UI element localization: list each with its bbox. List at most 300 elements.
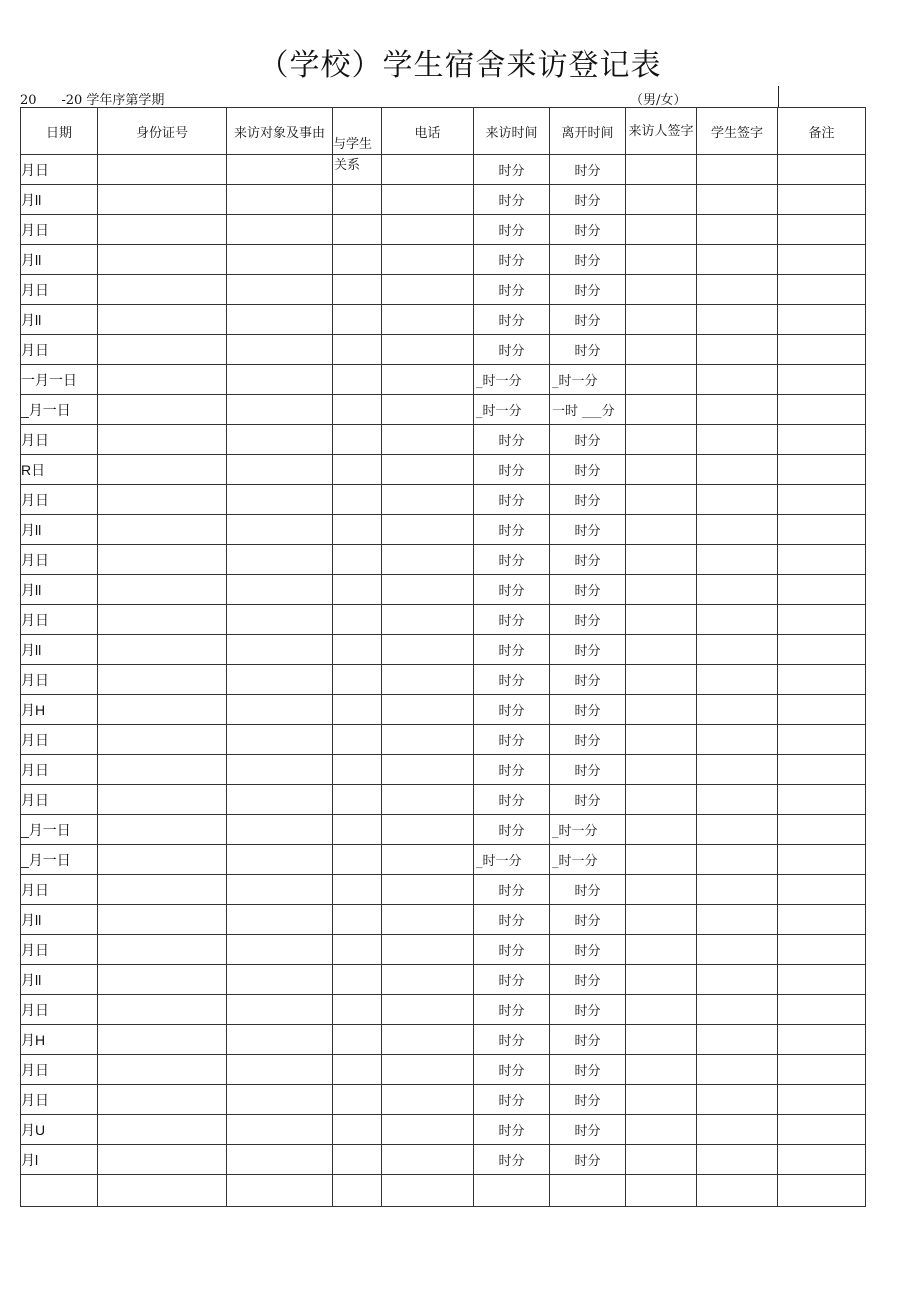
visitor-sign-cell[interactable] bbox=[626, 245, 697, 275]
visitor-sign-cell[interactable] bbox=[626, 545, 697, 575]
visitor-sign-cell[interactable] bbox=[626, 635, 697, 665]
empty-cell[interactable] bbox=[778, 1175, 866, 1207]
phone-cell[interactable] bbox=[382, 365, 474, 395]
id-number-cell[interactable] bbox=[98, 305, 227, 335]
leave-time-cell[interactable]: 时分 bbox=[550, 575, 626, 605]
phone-cell[interactable] bbox=[382, 575, 474, 605]
relation-cell[interactable] bbox=[333, 1025, 382, 1055]
relation-cell[interactable] bbox=[333, 1085, 382, 1115]
remarks-cell[interactable] bbox=[778, 335, 866, 365]
arrive-time-cell[interactable]: 时分 bbox=[474, 725, 550, 755]
relation-cell[interactable] bbox=[333, 965, 382, 995]
phone-cell[interactable] bbox=[382, 155, 474, 185]
leave-time-cell[interactable]: 时分 bbox=[550, 155, 626, 185]
phone-cell[interactable] bbox=[382, 455, 474, 485]
arrive-time-cell[interactable]: 时分 bbox=[474, 785, 550, 815]
relation-cell[interactable] bbox=[333, 1055, 382, 1085]
visit-target-cell[interactable] bbox=[227, 695, 333, 725]
arrive-time-cell[interactable]: 时分 bbox=[474, 245, 550, 275]
visit-target-cell[interactable] bbox=[227, 875, 333, 905]
remarks-cell[interactable] bbox=[778, 185, 866, 215]
date-cell[interactable]: 月日 bbox=[21, 785, 98, 815]
phone-cell[interactable] bbox=[382, 875, 474, 905]
arrive-time-cell[interactable]: 时分 bbox=[474, 695, 550, 725]
remarks-cell[interactable] bbox=[778, 995, 866, 1025]
arrive-time-cell[interactable]: 时分 bbox=[474, 665, 550, 695]
date-cell[interactable]: 月日 bbox=[21, 665, 98, 695]
leave-time-cell[interactable]: 时分 bbox=[550, 905, 626, 935]
id-number-cell[interactable] bbox=[98, 1025, 227, 1055]
arrive-time-cell[interactable]: 时分 bbox=[474, 305, 550, 335]
arrive-time-cell[interactable]: 时分 bbox=[474, 545, 550, 575]
student-sign-cell[interactable] bbox=[697, 215, 778, 245]
leave-time-cell[interactable]: 时分 bbox=[550, 455, 626, 485]
date-cell[interactable]: 月日 bbox=[21, 725, 98, 755]
relation-cell[interactable] bbox=[333, 215, 382, 245]
visit-target-cell[interactable] bbox=[227, 935, 333, 965]
relation-cell[interactable] bbox=[333, 185, 382, 215]
arrive-time-cell[interactable]: 时分 bbox=[474, 455, 550, 485]
visit-target-cell[interactable] bbox=[227, 425, 333, 455]
leave-time-cell[interactable]: 时分 bbox=[550, 1145, 626, 1175]
phone-cell[interactable] bbox=[382, 215, 474, 245]
visitor-sign-cell[interactable] bbox=[626, 815, 697, 845]
date-cell[interactable]: 月l bbox=[21, 1145, 98, 1175]
leave-time-cell[interactable]: 时分 bbox=[550, 605, 626, 635]
leave-time-cell[interactable]: 时分 bbox=[550, 515, 626, 545]
relation-cell[interactable] bbox=[333, 695, 382, 725]
visitor-sign-cell[interactable] bbox=[626, 695, 697, 725]
arrive-time-cell[interactable]: 时分 bbox=[474, 575, 550, 605]
visitor-sign-cell[interactable] bbox=[626, 515, 697, 545]
student-sign-cell[interactable] bbox=[697, 695, 778, 725]
phone-cell[interactable] bbox=[382, 305, 474, 335]
phone-cell[interactable] bbox=[382, 275, 474, 305]
visitor-sign-cell[interactable] bbox=[626, 1085, 697, 1115]
student-sign-cell[interactable] bbox=[697, 395, 778, 425]
visit-target-cell[interactable] bbox=[227, 455, 333, 485]
visitor-sign-cell[interactable] bbox=[626, 665, 697, 695]
phone-cell[interactable] bbox=[382, 515, 474, 545]
student-sign-cell[interactable] bbox=[697, 155, 778, 185]
visit-target-cell[interactable] bbox=[227, 365, 333, 395]
date-cell[interactable]: 月日 bbox=[21, 335, 98, 365]
visitor-sign-cell[interactable] bbox=[626, 335, 697, 365]
leave-time-cell[interactable]: 时分 bbox=[550, 695, 626, 725]
date-cell[interactable]: 月日 bbox=[21, 1055, 98, 1085]
id-number-cell[interactable] bbox=[98, 695, 227, 725]
remarks-cell[interactable] bbox=[778, 875, 866, 905]
student-sign-cell[interactable] bbox=[697, 875, 778, 905]
student-sign-cell[interactable] bbox=[697, 485, 778, 515]
student-sign-cell[interactable] bbox=[697, 545, 778, 575]
leave-time-cell[interactable]: 时分 bbox=[550, 665, 626, 695]
id-number-cell[interactable] bbox=[98, 485, 227, 515]
visit-target-cell[interactable] bbox=[227, 635, 333, 665]
date-cell[interactable]: 月日 bbox=[21, 215, 98, 245]
remarks-cell[interactable] bbox=[778, 665, 866, 695]
student-sign-cell[interactable] bbox=[697, 1085, 778, 1115]
remarks-cell[interactable] bbox=[778, 1055, 866, 1085]
phone-cell[interactable] bbox=[382, 995, 474, 1025]
relation-cell[interactable] bbox=[333, 785, 382, 815]
visit-target-cell[interactable] bbox=[227, 725, 333, 755]
phone-cell[interactable] bbox=[382, 965, 474, 995]
visitor-sign-cell[interactable] bbox=[626, 875, 697, 905]
relation-cell[interactable] bbox=[333, 725, 382, 755]
date-cell[interactable]: 月日 bbox=[21, 425, 98, 455]
arrive-time-cell[interactable]: 时分 bbox=[474, 185, 550, 215]
leave-time-cell[interactable]: _时一分 bbox=[550, 845, 626, 875]
arrive-time-cell[interactable]: 时分 bbox=[474, 905, 550, 935]
empty-cell[interactable] bbox=[626, 1175, 697, 1207]
remarks-cell[interactable] bbox=[778, 305, 866, 335]
visitor-sign-cell[interactable] bbox=[626, 575, 697, 605]
phone-cell[interactable] bbox=[382, 485, 474, 515]
id-number-cell[interactable] bbox=[98, 665, 227, 695]
empty-cell[interactable] bbox=[382, 1175, 474, 1207]
date-cell[interactable]: 月日 bbox=[21, 275, 98, 305]
empty-cell[interactable] bbox=[227, 1175, 333, 1207]
student-sign-cell[interactable] bbox=[697, 815, 778, 845]
remarks-cell[interactable] bbox=[778, 1085, 866, 1115]
phone-cell[interactable] bbox=[382, 1145, 474, 1175]
id-number-cell[interactable] bbox=[98, 995, 227, 1025]
visit-target-cell[interactable] bbox=[227, 185, 333, 215]
id-number-cell[interactable] bbox=[98, 575, 227, 605]
phone-cell[interactable] bbox=[382, 755, 474, 785]
visit-target-cell[interactable] bbox=[227, 1145, 333, 1175]
id-number-cell[interactable] bbox=[98, 515, 227, 545]
arrive-time-cell[interactable]: 时分 bbox=[474, 965, 550, 995]
date-cell[interactable]: 月U bbox=[21, 1115, 98, 1145]
relation-cell[interactable] bbox=[333, 335, 382, 365]
remarks-cell[interactable] bbox=[778, 245, 866, 275]
relation-cell[interactable] bbox=[333, 935, 382, 965]
leave-time-cell[interactable]: 时分 bbox=[550, 995, 626, 1025]
visit-target-cell[interactable] bbox=[227, 515, 333, 545]
id-number-cell[interactable] bbox=[98, 815, 227, 845]
student-sign-cell[interactable] bbox=[697, 725, 778, 755]
remarks-cell[interactable] bbox=[778, 965, 866, 995]
leave-time-cell[interactable]: 时分 bbox=[550, 425, 626, 455]
empty-cell[interactable] bbox=[474, 1175, 550, 1207]
leave-time-cell[interactable]: 时分 bbox=[550, 485, 626, 515]
remarks-cell[interactable] bbox=[778, 1025, 866, 1055]
relation-cell[interactable] bbox=[333, 605, 382, 635]
arrive-time-cell[interactable]: _时一分 bbox=[474, 845, 550, 875]
date-cell[interactable]: _月一日 bbox=[21, 395, 98, 425]
visitor-sign-cell[interactable] bbox=[626, 725, 697, 755]
date-cell[interactable]: 月日 bbox=[21, 1085, 98, 1115]
relation-cell[interactable] bbox=[333, 515, 382, 545]
id-number-cell[interactable] bbox=[98, 725, 227, 755]
arrive-time-cell[interactable]: 时分 bbox=[474, 935, 550, 965]
phone-cell[interactable] bbox=[382, 395, 474, 425]
student-sign-cell[interactable] bbox=[697, 1055, 778, 1085]
remarks-cell[interactable] bbox=[778, 215, 866, 245]
arrive-time-cell[interactable]: 时分 bbox=[474, 1145, 550, 1175]
phone-cell[interactable] bbox=[382, 635, 474, 665]
student-sign-cell[interactable] bbox=[697, 575, 778, 605]
visit-target-cell[interactable] bbox=[227, 305, 333, 335]
relation-cell[interactable] bbox=[333, 305, 382, 335]
arrive-time-cell[interactable]: 时分 bbox=[474, 1055, 550, 1085]
student-sign-cell[interactable] bbox=[697, 995, 778, 1025]
id-number-cell[interactable] bbox=[98, 455, 227, 485]
visit-target-cell[interactable] bbox=[227, 905, 333, 935]
leave-time-cell[interactable]: 一时 ___分 bbox=[550, 395, 626, 425]
relation-cell[interactable] bbox=[333, 485, 382, 515]
leave-time-cell[interactable]: 时分 bbox=[550, 1055, 626, 1085]
visit-target-cell[interactable] bbox=[227, 605, 333, 635]
id-number-cell[interactable] bbox=[98, 785, 227, 815]
arrive-time-cell[interactable]: _时一分 bbox=[474, 365, 550, 395]
visit-target-cell[interactable] bbox=[227, 155, 333, 185]
leave-time-cell[interactable]: 时分 bbox=[550, 245, 626, 275]
remarks-cell[interactable] bbox=[778, 155, 866, 185]
visitor-sign-cell[interactable] bbox=[626, 845, 697, 875]
arrive-time-cell[interactable]: 时分 bbox=[474, 605, 550, 635]
visit-target-cell[interactable] bbox=[227, 245, 333, 275]
empty-cell[interactable] bbox=[697, 1175, 778, 1207]
student-sign-cell[interactable] bbox=[697, 365, 778, 395]
visitor-sign-cell[interactable] bbox=[626, 485, 697, 515]
remarks-cell[interactable] bbox=[778, 485, 866, 515]
visitor-sign-cell[interactable] bbox=[626, 1115, 697, 1145]
visitor-sign-cell[interactable] bbox=[626, 455, 697, 485]
remarks-cell[interactable] bbox=[778, 545, 866, 575]
phone-cell[interactable] bbox=[382, 935, 474, 965]
relation-cell[interactable] bbox=[333, 815, 382, 845]
date-cell[interactable]: 月日 bbox=[21, 875, 98, 905]
relation-cell[interactable] bbox=[333, 275, 382, 305]
leave-time-cell[interactable]: 时分 bbox=[550, 785, 626, 815]
phone-cell[interactable] bbox=[382, 245, 474, 275]
date-cell[interactable]: 月ll bbox=[21, 185, 98, 215]
relation-cell[interactable] bbox=[333, 995, 382, 1025]
visitor-sign-cell[interactable] bbox=[626, 425, 697, 455]
relation-cell[interactable] bbox=[333, 575, 382, 605]
date-cell[interactable]: 月ll bbox=[21, 575, 98, 605]
remarks-cell[interactable] bbox=[778, 1115, 866, 1145]
visit-target-cell[interactable] bbox=[227, 1085, 333, 1115]
visitor-sign-cell[interactable] bbox=[626, 1145, 697, 1175]
remarks-cell[interactable] bbox=[778, 575, 866, 605]
relation-cell[interactable] bbox=[333, 845, 382, 875]
visit-target-cell[interactable] bbox=[227, 215, 333, 245]
remarks-cell[interactable] bbox=[778, 905, 866, 935]
remarks-cell[interactable] bbox=[778, 425, 866, 455]
remarks-cell[interactable] bbox=[778, 605, 866, 635]
student-sign-cell[interactable] bbox=[697, 515, 778, 545]
arrive-time-cell[interactable]: 时分 bbox=[474, 425, 550, 455]
arrive-time-cell[interactable]: 时分 bbox=[474, 815, 550, 845]
student-sign-cell[interactable] bbox=[697, 905, 778, 935]
date-cell[interactable]: 一月一日 bbox=[21, 365, 98, 395]
id-number-cell[interactable] bbox=[98, 395, 227, 425]
arrive-time-cell[interactable]: 时分 bbox=[474, 755, 550, 785]
relation-cell[interactable] bbox=[333, 635, 382, 665]
phone-cell[interactable] bbox=[382, 1055, 474, 1085]
leave-time-cell[interactable]: 时分 bbox=[550, 335, 626, 365]
relation-cell[interactable] bbox=[333, 455, 382, 485]
leave-time-cell[interactable]: 时分 bbox=[550, 275, 626, 305]
visitor-sign-cell[interactable] bbox=[626, 305, 697, 335]
student-sign-cell[interactable] bbox=[697, 845, 778, 875]
arrive-time-cell[interactable]: 时分 bbox=[474, 635, 550, 665]
id-number-cell[interactable] bbox=[98, 935, 227, 965]
student-sign-cell[interactable] bbox=[697, 1115, 778, 1145]
remarks-cell[interactable] bbox=[778, 275, 866, 305]
arrive-time-cell[interactable]: _时一分 bbox=[474, 395, 550, 425]
phone-cell[interactable] bbox=[382, 185, 474, 215]
id-number-cell[interactable] bbox=[98, 755, 227, 785]
leave-time-cell[interactable]: 时分 bbox=[550, 875, 626, 905]
arrive-time-cell[interactable]: 时分 bbox=[474, 995, 550, 1025]
relation-cell[interactable] bbox=[333, 875, 382, 905]
date-cell[interactable]: 月ll bbox=[21, 305, 98, 335]
date-cell[interactable]: 月ll bbox=[21, 965, 98, 995]
student-sign-cell[interactable] bbox=[697, 755, 778, 785]
visitor-sign-cell[interactable] bbox=[626, 185, 697, 215]
remarks-cell[interactable] bbox=[778, 725, 866, 755]
arrive-time-cell[interactable]: 时分 bbox=[474, 1115, 550, 1145]
student-sign-cell[interactable] bbox=[697, 425, 778, 455]
student-sign-cell[interactable] bbox=[697, 335, 778, 365]
visitor-sign-cell[interactable] bbox=[626, 215, 697, 245]
phone-cell[interactable] bbox=[382, 605, 474, 635]
leave-time-cell[interactable]: 时分 bbox=[550, 1025, 626, 1055]
empty-cell[interactable] bbox=[21, 1175, 98, 1207]
date-cell[interactable]: R日 bbox=[21, 455, 98, 485]
leave-time-cell[interactable]: 时分 bbox=[550, 1115, 626, 1145]
remarks-cell[interactable] bbox=[778, 365, 866, 395]
visit-target-cell[interactable] bbox=[227, 845, 333, 875]
phone-cell[interactable] bbox=[382, 905, 474, 935]
student-sign-cell[interactable] bbox=[697, 935, 778, 965]
leave-time-cell[interactable]: 时分 bbox=[550, 305, 626, 335]
date-cell[interactable]: 月日 bbox=[21, 935, 98, 965]
id-number-cell[interactable] bbox=[98, 1145, 227, 1175]
phone-cell[interactable] bbox=[382, 695, 474, 725]
leave-time-cell[interactable]: 时分 bbox=[550, 965, 626, 995]
empty-cell[interactable] bbox=[550, 1175, 626, 1207]
empty-cell[interactable] bbox=[333, 1175, 382, 1207]
date-cell[interactable]: 月H bbox=[21, 695, 98, 725]
student-sign-cell[interactable] bbox=[697, 455, 778, 485]
remarks-cell[interactable] bbox=[778, 515, 866, 545]
id-number-cell[interactable] bbox=[98, 545, 227, 575]
arrive-time-cell[interactable]: 时分 bbox=[474, 335, 550, 365]
leave-time-cell[interactable]: 时分 bbox=[550, 545, 626, 575]
visitor-sign-cell[interactable] bbox=[626, 1025, 697, 1055]
relation-cell[interactable] bbox=[333, 905, 382, 935]
visit-target-cell[interactable] bbox=[227, 395, 333, 425]
remarks-cell[interactable] bbox=[778, 1145, 866, 1175]
remarks-cell[interactable] bbox=[778, 455, 866, 485]
remarks-cell[interactable] bbox=[778, 845, 866, 875]
id-number-cell[interactable] bbox=[98, 275, 227, 305]
date-cell[interactable]: 月日 bbox=[21, 995, 98, 1025]
visitor-sign-cell[interactable] bbox=[626, 275, 697, 305]
visit-target-cell[interactable] bbox=[227, 785, 333, 815]
visitor-sign-cell[interactable] bbox=[626, 905, 697, 935]
visitor-sign-cell[interactable] bbox=[626, 965, 697, 995]
leave-time-cell[interactable]: 时分 bbox=[550, 1085, 626, 1115]
visit-target-cell[interactable] bbox=[227, 485, 333, 515]
arrive-time-cell[interactable]: 时分 bbox=[474, 1025, 550, 1055]
arrive-time-cell[interactable]: 时分 bbox=[474, 515, 550, 545]
arrive-time-cell[interactable]: 时分 bbox=[474, 275, 550, 305]
phone-cell[interactable] bbox=[382, 545, 474, 575]
leave-time-cell[interactable]: 时分 bbox=[550, 215, 626, 245]
phone-cell[interactable] bbox=[382, 1115, 474, 1145]
visit-target-cell[interactable] bbox=[227, 995, 333, 1025]
id-number-cell[interactable] bbox=[98, 1085, 227, 1115]
phone-cell[interactable] bbox=[382, 665, 474, 695]
visit-target-cell[interactable] bbox=[227, 1115, 333, 1145]
leave-time-cell[interactable]: _时一分 bbox=[550, 815, 626, 845]
id-number-cell[interactable] bbox=[98, 605, 227, 635]
leave-time-cell[interactable]: 时分 bbox=[550, 635, 626, 665]
arrive-time-cell[interactable]: 时分 bbox=[474, 215, 550, 245]
student-sign-cell[interactable] bbox=[697, 665, 778, 695]
visit-target-cell[interactable] bbox=[227, 665, 333, 695]
relation-cell[interactable] bbox=[333, 365, 382, 395]
id-number-cell[interactable] bbox=[98, 1115, 227, 1145]
date-cell[interactable]: 月日 bbox=[21, 755, 98, 785]
student-sign-cell[interactable] bbox=[697, 245, 778, 275]
id-number-cell[interactable] bbox=[98, 365, 227, 395]
id-number-cell[interactable] bbox=[98, 425, 227, 455]
leave-time-cell[interactable]: _时一分 bbox=[550, 365, 626, 395]
id-number-cell[interactable] bbox=[98, 335, 227, 365]
student-sign-cell[interactable] bbox=[697, 305, 778, 335]
visit-target-cell[interactable] bbox=[227, 965, 333, 995]
visitor-sign-cell[interactable] bbox=[626, 1055, 697, 1085]
visitor-sign-cell[interactable] bbox=[626, 365, 697, 395]
id-number-cell[interactable] bbox=[98, 245, 227, 275]
student-sign-cell[interactable] bbox=[697, 605, 778, 635]
phone-cell[interactable] bbox=[382, 1025, 474, 1055]
visitor-sign-cell[interactable] bbox=[626, 995, 697, 1025]
remarks-cell[interactable] bbox=[778, 695, 866, 725]
relation-cell[interactable] bbox=[333, 755, 382, 785]
relation-cell[interactable] bbox=[333, 1115, 382, 1145]
date-cell[interactable]: 月ll bbox=[21, 635, 98, 665]
student-sign-cell[interactable] bbox=[697, 1145, 778, 1175]
arrive-time-cell[interactable]: 时分 bbox=[474, 485, 550, 515]
id-number-cell[interactable] bbox=[98, 185, 227, 215]
relation-cell[interactable] bbox=[333, 425, 382, 455]
student-sign-cell[interactable] bbox=[697, 1025, 778, 1055]
remarks-cell[interactable] bbox=[778, 395, 866, 425]
id-number-cell[interactable] bbox=[98, 875, 227, 905]
arrive-time-cell[interactable]: 时分 bbox=[474, 1085, 550, 1115]
arrive-time-cell[interactable]: 时分 bbox=[474, 875, 550, 905]
relation-cell[interactable] bbox=[333, 395, 382, 425]
date-cell[interactable]: _月一日 bbox=[21, 815, 98, 845]
date-cell[interactable]: _月一日 bbox=[21, 845, 98, 875]
phone-cell[interactable] bbox=[382, 815, 474, 845]
date-cell[interactable]: 月H bbox=[21, 1025, 98, 1055]
remarks-cell[interactable] bbox=[778, 935, 866, 965]
visit-target-cell[interactable] bbox=[227, 1055, 333, 1085]
date-cell[interactable]: 月日 bbox=[21, 545, 98, 575]
remarks-cell[interactable] bbox=[778, 785, 866, 815]
student-sign-cell[interactable] bbox=[697, 275, 778, 305]
